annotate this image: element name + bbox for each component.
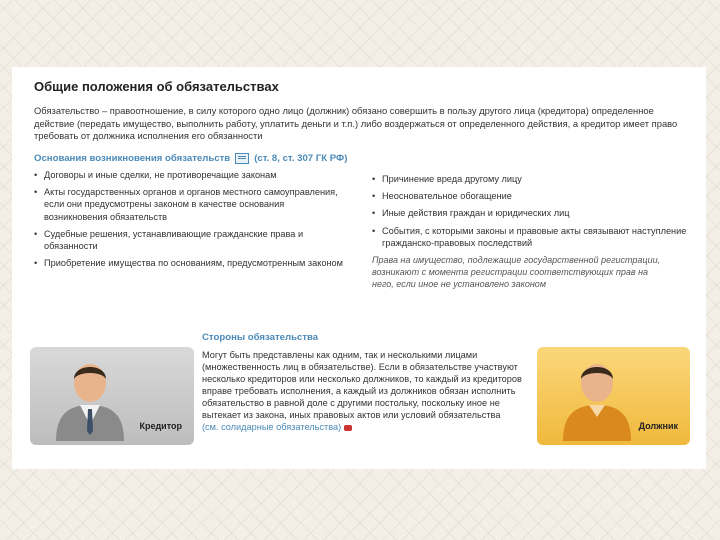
list-item: • Причинение вреда другому лицу (382, 173, 702, 185)
list-item: • Договоры и иные сделки, не противоречащие законам (44, 169, 344, 181)
list-item: • Акты государственных органов и органов местного самоуправления, если они предусмотрены законом в качестве основания возникновения обязательств (44, 186, 344, 223)
grounds-heading (34, 153, 347, 164)
sides-text (202, 349, 532, 433)
document-icon[interactable] (235, 153, 249, 164)
list-item: • Судебные решения, устанавливающие гражданские права и обязанности (44, 228, 344, 252)
slide (12, 67, 706, 469)
list-item: • Неосновательное обогащение (382, 190, 702, 202)
person-gray-icon (50, 353, 130, 441)
debtor-card (537, 347, 690, 445)
grounds-title: Основания возникновения обязательств (34, 153, 231, 164)
list-item: • События, с которыми законы и правовые акты связывают наступление гражданско-правовых последствий (382, 225, 702, 249)
person-orange-icon (557, 353, 637, 441)
solidary-obligations-link[interactable]: (см. солидарные обязательства) (202, 422, 342, 432)
sides-title: Стороны обязательства (202, 332, 319, 343)
grounds-left-list (34, 169, 344, 274)
page-title: Общие положения об обязательствах (34, 79, 279, 94)
grounds-reference-link[interactable]: (ст. 8, ст. 307 ГК РФ) (254, 153, 348, 164)
definition-text: Обязательство – правоотношение, в силу которого одно лицо (должник) обязано совершить в пользу другого лица (кредитора) определенное действие (передать имущество, выполнить работу, уплатить деньги и т.п.) либо воздержаться от определенного действия, а кредитор имеет право требовать от должника исполнения его обязанности (34, 105, 678, 141)
creditor-label: Кредитор (139, 421, 182, 431)
list-item: • Приобретение имущества по основаниям, предусмотренным законом (44, 257, 344, 269)
registration-note: Права на имущество, подлежащие государственной регистрации, возникают с момента регистрации соответствующих прав на него, если иное не установлено законом (372, 255, 661, 289)
grounds-right-list (372, 173, 702, 254)
sides-description: Могут быть представлены как одним, так и несколькими лицами (множественность лиц в обязательстве). Если в обязательстве участвуют несколько кредиторов или несколько должников, то каждый из кредиторов вправе требовать исполнения, а каждый из должников обязан исполнить обязательство в равной доле с другими постольку, поскольку иное не вытекает из закона, иных правовых актов или условий обязательства (202, 350, 522, 420)
comment-icon[interactable] (344, 425, 352, 431)
debtor-label: Должник (638, 421, 678, 431)
creditor-card (30, 347, 194, 445)
list-item: • Иные действия граждан и юридических лиц (382, 207, 702, 219)
